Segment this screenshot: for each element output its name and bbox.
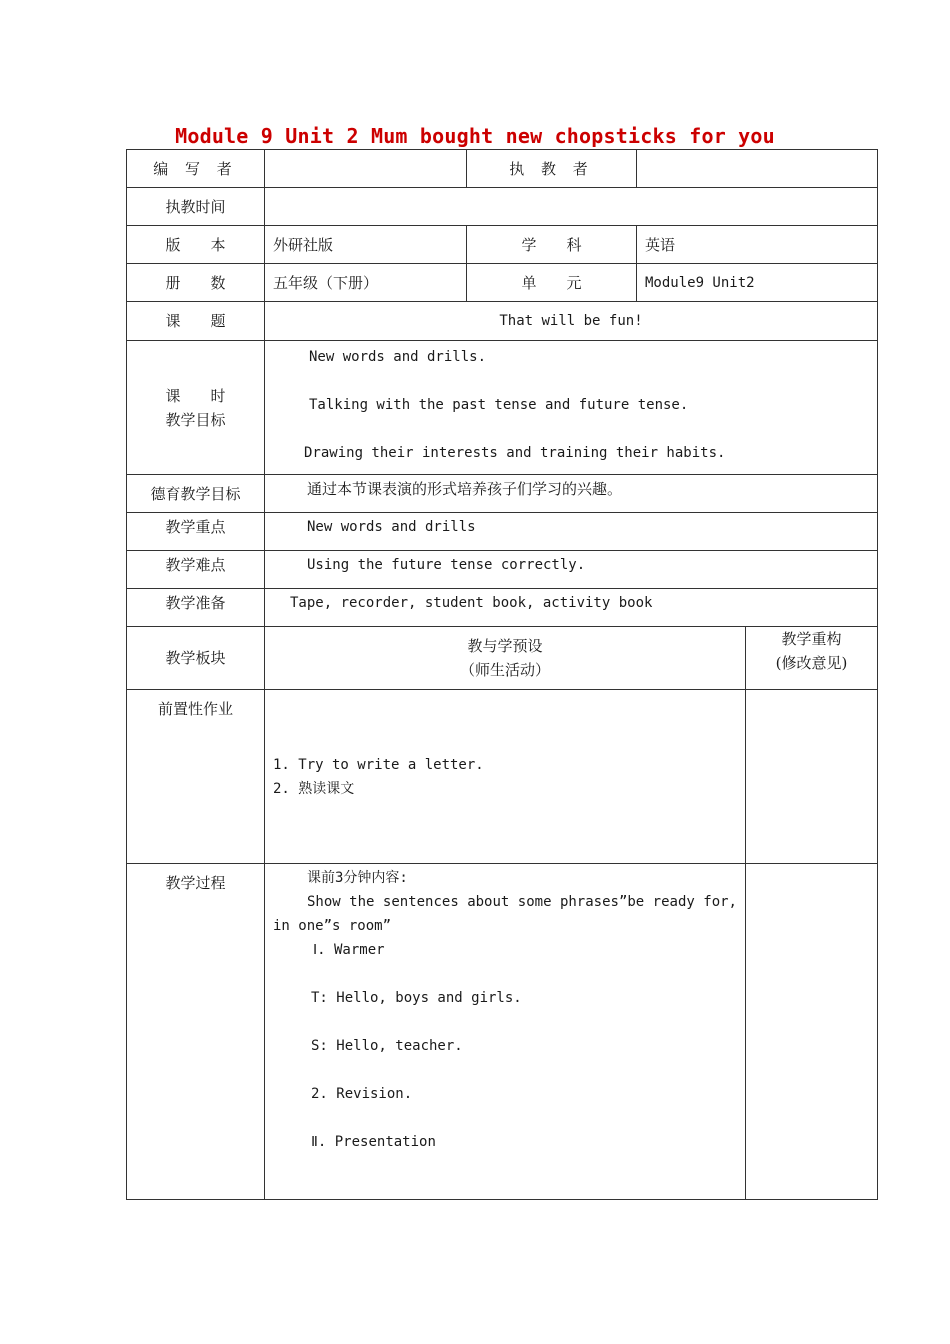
teacher-label: 执 教 者: [467, 150, 637, 188]
process-step: S: Hello, teacher.: [311, 1038, 463, 1054]
edition-label: 版 本: [127, 226, 265, 264]
row-objectives: [127, 341, 878, 475]
homework-item: 2. 熟读课文: [273, 781, 355, 797]
process-content: [265, 864, 746, 1200]
objectives-label: [127, 341, 265, 475]
time-value: [265, 188, 878, 226]
objectives-label-line2: 教学目标: [165, 410, 226, 429]
page-title: Module 9 Unit 2 Mum bought new chopsticks for you: [175, 124, 775, 148]
process-step: 2. Revision.: [311, 1086, 413, 1102]
objectives-list: [265, 341, 878, 475]
subject-value: 英语: [637, 226, 878, 264]
volume-value: 五年级（下册）: [265, 264, 467, 302]
row-difficulties: [127, 551, 878, 589]
homework-content: [265, 690, 746, 864]
row-moral: [127, 475, 878, 513]
teacher-value: [637, 150, 878, 188]
row-volume: [127, 264, 878, 302]
row-topic: [127, 302, 878, 341]
row-author: [127, 150, 878, 188]
row-homework: [127, 690, 878, 864]
unit-label: 单 元: [467, 264, 637, 302]
difficulties-value: Using the future tense correctly.: [265, 551, 878, 589]
objective-item: New words and drills.: [309, 349, 487, 365]
homework-label: 前置性作业: [127, 690, 265, 864]
time-label: 执教时间: [127, 188, 265, 226]
preparation-label: 教学准备: [127, 589, 265, 627]
process-step: Ⅱ. Presentation: [311, 1134, 436, 1150]
author-label: 编 写 者: [127, 150, 265, 188]
row-time: [127, 188, 878, 226]
process-step: T: Hello, boys and girls.: [311, 990, 522, 1006]
topic-value: That will be fun!: [265, 302, 878, 341]
header-activities-line2: （师生活动）: [459, 661, 550, 679]
homework-item: 1. Try to write a letter.: [273, 757, 484, 773]
header-activities: [265, 627, 746, 690]
header-revision-line1: 教学重构: [781, 630, 842, 648]
preparation-value: Tape, recorder, student book, activity book: [265, 589, 878, 627]
objective-item: Talking with the past tense and future tense.: [309, 397, 689, 413]
header-revision: [746, 627, 878, 690]
row-header: [127, 627, 878, 690]
process-notes: [746, 864, 878, 1200]
key-points-label: 教学重点: [127, 513, 265, 551]
author-value: [265, 150, 467, 188]
process-show: Show the sentences about some phrases”be ready for, in one”s room”: [273, 894, 737, 934]
volume-label: 册 数: [127, 264, 265, 302]
lesson-plan-table: [126, 149, 878, 1200]
row-process: [127, 864, 878, 1200]
subject-label: 学 科: [467, 226, 637, 264]
unit-value: Module9 Unit2: [637, 264, 878, 302]
row-key-points: [127, 513, 878, 551]
row-edition: [127, 226, 878, 264]
homework-notes: [746, 690, 878, 864]
difficulties-label: 教学难点: [127, 551, 265, 589]
objectives-label-line1: 课 时: [165, 386, 226, 405]
process-step: Ⅰ. Warmer: [313, 942, 385, 958]
moral-label: 德育教学目标: [127, 475, 265, 513]
process-label: 教学过程: [127, 864, 265, 1200]
key-points-value: New words and drills: [265, 513, 878, 551]
header-section-label: 教学板块: [127, 627, 265, 690]
objective-item: Drawing their interests and training their habits.: [304, 445, 726, 461]
topic-label: 课 题: [127, 302, 265, 341]
edition-value: 外研社版: [265, 226, 467, 264]
header-activities-line1: 教与学预设: [467, 637, 543, 655]
process-intro: 课前3分钟内容:: [307, 870, 408, 886]
header-revision-line2: (修改意见): [775, 654, 848, 672]
row-preparation: [127, 589, 878, 627]
moral-value: 通过本节课表演的形式培养孩子们学习的兴趣。: [265, 475, 878, 513]
